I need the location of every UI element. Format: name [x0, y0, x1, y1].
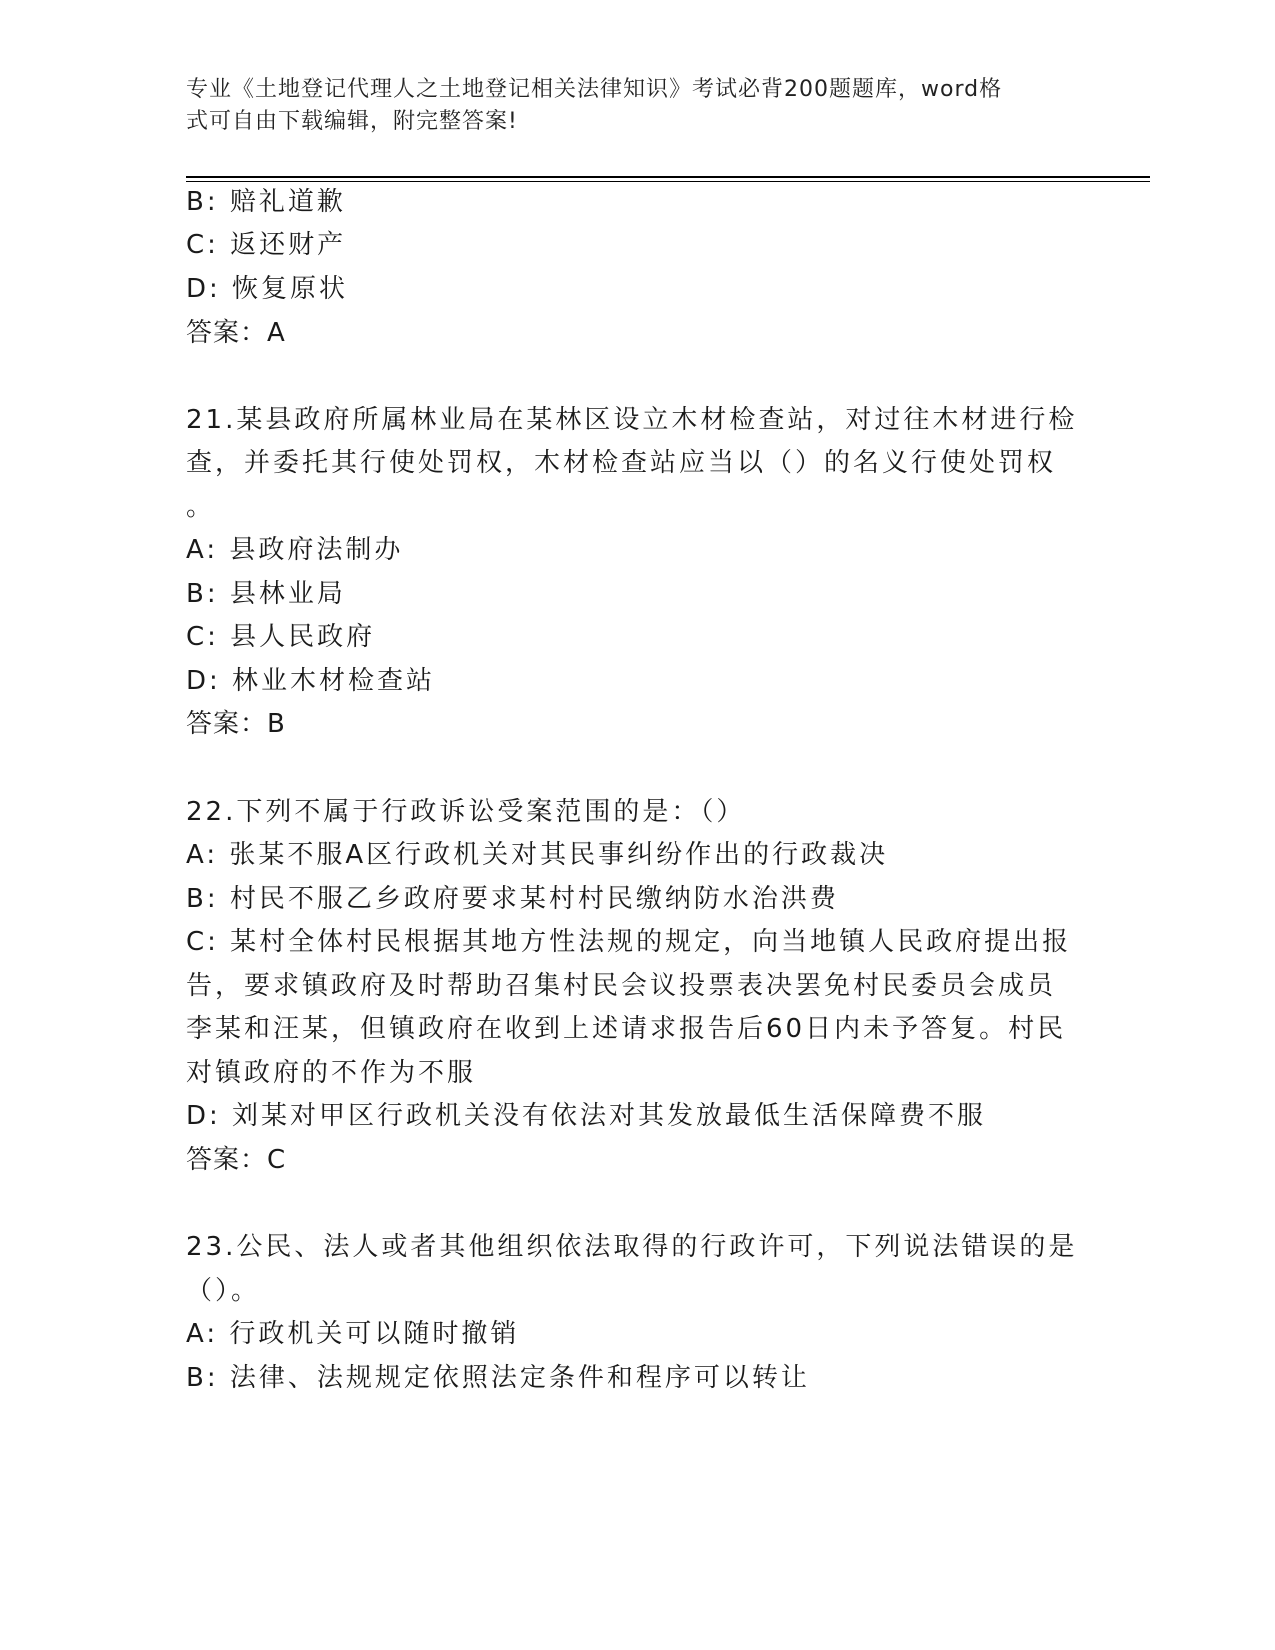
- q21-answer: 答案：B: [186, 709, 286, 739]
- q21-stem-line-1: 21.某县政府所属林业局在某林区设立木材检查站，对过往木材进行检: [186, 405, 1078, 435]
- q22-option-c-line-2: 告，要求镇政府及时帮助召集村民会议投票表决罢免村民委员会成员: [186, 971, 1057, 1001]
- q21-stem-line-3: 。: [186, 492, 216, 522]
- document-header: [186, 74, 1066, 138]
- q22-option-c-line-1: C: 某村全体村民根据其地方性法规的规定，向当地镇人民政府提出报: [186, 927, 1072, 957]
- q23-stem-line-2: （）。: [186, 1276, 261, 1306]
- q21-option-a: A: 县政府法制办: [186, 535, 404, 565]
- q20-answer: 答案：A: [186, 318, 286, 348]
- q22-answer: 答案：C: [186, 1145, 287, 1175]
- q22-option-a: A: 张某不服A区行政机关对其民事纠纷作出的行政裁决: [186, 840, 889, 870]
- q22-option-c-line-3: 李某和汪某，但镇政府在收到上述请求报告后60日内未予答复。村民: [186, 1014, 1067, 1044]
- q21-option-c: C: 县人民政府: [186, 622, 376, 652]
- q23-option-a: A: 行政机关可以随时撤销: [186, 1319, 520, 1349]
- q21-option-b: B: 县林业局: [186, 579, 346, 609]
- header-rule-thin: [186, 181, 1150, 182]
- q23-option-b: B: 法律、法规规定依照法定条件和程序可以转让: [186, 1363, 810, 1393]
- header-line-1: 专业《土地登记代理人之土地登记相关法律知识》考试必背200题题库，word格: [186, 77, 1003, 102]
- q22-option-b: B: 村民不服乙乡政府要求某村村民缴纳防水治洪费: [186, 884, 839, 914]
- q20-option-c: C: 返还财产: [186, 230, 347, 260]
- header-line-2: 式可自由下载编辑，附完整答案!: [186, 109, 518, 134]
- q22-option-c-line-4: 对镇政府的不作为不服: [186, 1058, 477, 1088]
- q23-stem-line-1: 23.公民、法人或者其他组织依法取得的行政许可，下列说法错误的是: [186, 1232, 1078, 1262]
- q21-option-d: D: 林业木材检查站: [186, 666, 436, 696]
- q20-option-d: D: 恢复原状: [186, 274, 349, 304]
- header-rule-thick: [186, 176, 1150, 178]
- q21-stem-line-2: 查，并委托其行使处罚权，木材检查站应当以（）的名义行使处罚权: [186, 448, 1057, 478]
- q20-option-b: B: 赔礼道歉: [186, 187, 346, 217]
- q22-option-d: D: 刘某对甲区行政机关没有依法对其发放最低生活保障费不服: [186, 1101, 987, 1131]
- q22-stem-line-1: 22.下列不属于行政诉讼受案范围的是：（）: [186, 797, 746, 827]
